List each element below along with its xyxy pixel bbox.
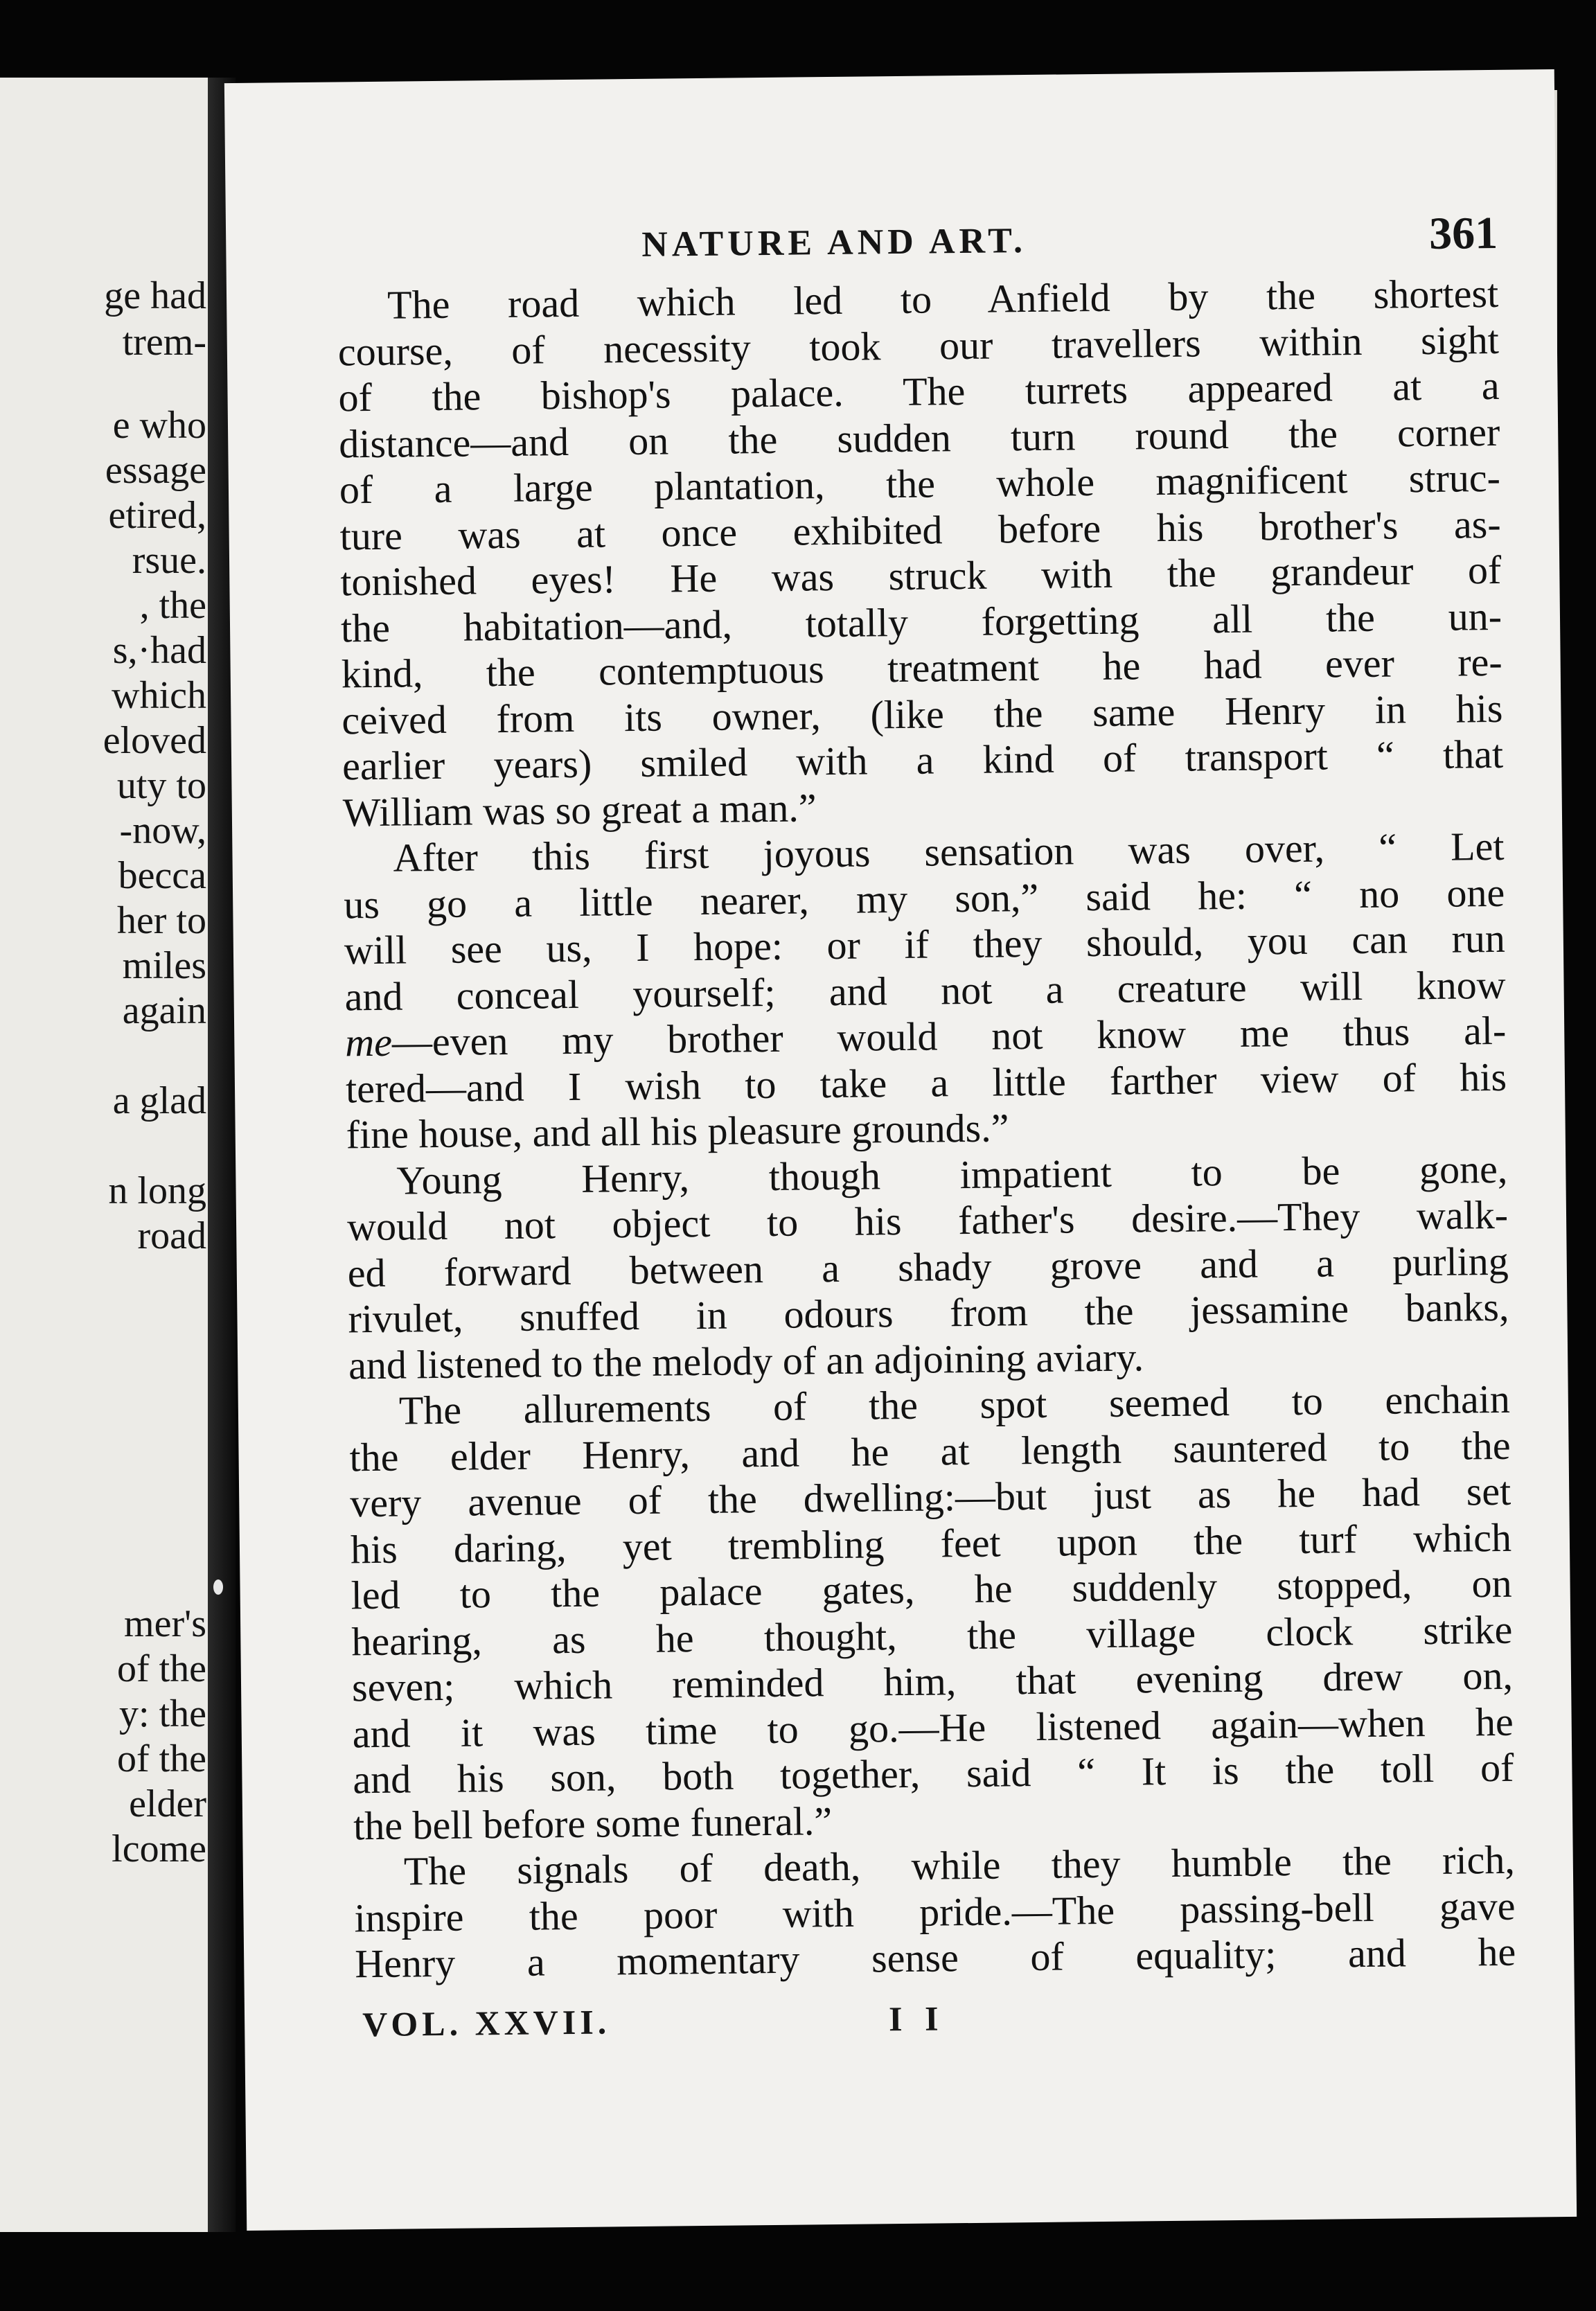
text-line: rivulet, snuffed in odours from the jessamine banks, bbox=[348, 1284, 1509, 1342]
left-line: e who bbox=[112, 404, 206, 447]
left-line: again bbox=[122, 989, 206, 1032]
text-line: and it was time to go.—He listened again—when he bbox=[352, 1699, 1514, 1756]
text-line: fine house, and all his pleasure grounds.” bbox=[346, 1105, 1009, 1158]
text-line: and his son, both together, said “ It is the toll of bbox=[353, 1744, 1514, 1803]
left-line: road bbox=[137, 1214, 206, 1257]
left-line: n long bbox=[108, 1169, 206, 1212]
text-line: of a large plantation, the whole magnificent struc- bbox=[339, 454, 1501, 513]
body-text bbox=[337, 271, 1516, 1987]
text-line: very avenue of the dwelling:—but just as he had set bbox=[349, 1468, 1511, 1526]
paper-speck bbox=[213, 1579, 223, 1595]
page-footer bbox=[362, 1992, 1471, 2053]
text-line: inspire the poor with pride.—The passing-bell gave bbox=[354, 1883, 1516, 1940]
text-line: led to the palace gates, he suddenly stopped, on bbox=[351, 1560, 1512, 1618]
text-line: seven; which reminded him, that evening drew on, bbox=[351, 1652, 1514, 1710]
text-line: his daring, yet trembling feet upon the turf which bbox=[350, 1514, 1512, 1572]
left-line: her to bbox=[116, 899, 206, 942]
text-line: and listened to the melody of an adjoining aviary. bbox=[348, 1334, 1144, 1388]
signature-mark: I I bbox=[888, 1999, 946, 2039]
text-line: hearing, as he thought, the village clock strike bbox=[351, 1606, 1513, 1664]
left-line: of the bbox=[116, 1737, 206, 1780]
text-line: The allurements of the spot seemed to enchain bbox=[398, 1376, 1511, 1433]
left-line: , the bbox=[139, 584, 206, 627]
text-line: tonished eyes! He was struck with the grandeur of bbox=[340, 547, 1502, 605]
left-line: eloved bbox=[103, 719, 206, 762]
text-line: distance—and on the sudden turn round the corner bbox=[338, 409, 1500, 466]
left-line: becca bbox=[118, 854, 206, 897]
text-line: would not object to his father's desire.—They walk- bbox=[346, 1192, 1509, 1250]
text-line: will see us, I hope: or if they should, you can run bbox=[344, 915, 1506, 973]
text-line: Henry a momentary sense of equality; and he bbox=[354, 1929, 1516, 1987]
left-line: ge had bbox=[104, 274, 206, 317]
text-line-rest: —even my brother would not know me thus al- bbox=[391, 1007, 1507, 1065]
left-line: trem- bbox=[122, 321, 206, 364]
previous-page-fragment bbox=[0, 78, 208, 2232]
left-line: essage bbox=[105, 449, 206, 492]
left-line: y: the bbox=[119, 1692, 206, 1735]
left-line: rsue. bbox=[132, 539, 206, 582]
text-line: Young Henry, though impatient to be gone, bbox=[396, 1146, 1508, 1203]
left-line: miles bbox=[122, 944, 206, 987]
left-line: of the bbox=[116, 1647, 206, 1690]
text-line: The signals of death, while they humble the rich, bbox=[403, 1836, 1516, 1894]
text-line: tered—and I wish to take a little farther view of his bbox=[345, 1054, 1507, 1111]
italic-word: me bbox=[344, 1019, 393, 1065]
text-line: ture was at once exhibited before his brother's as- bbox=[339, 501, 1501, 558]
volume-label: VOL. XXVII. bbox=[362, 2002, 611, 2044]
left-line: lcome bbox=[112, 1827, 206, 1870]
page-number: 361 bbox=[1428, 207, 1498, 259]
text-line: us go a little nearer, my son,” said he: “ no one bbox=[343, 869, 1505, 927]
text-line: the elder Henry, and he at length sauntered to the bbox=[349, 1422, 1511, 1480]
text-line: The road which led to Anfield by the shortest bbox=[387, 270, 1499, 328]
text-line: kind, the contemptuous treatment he had ever re- bbox=[341, 639, 1503, 697]
page bbox=[224, 69, 1577, 2231]
left-line: etired, bbox=[108, 494, 206, 537]
text-line: William was so great a man.” bbox=[342, 784, 817, 835]
text-line: and conceal yourself; and not a creature will know bbox=[344, 962, 1506, 1019]
text-line: course, of necessity took our travellers within sight bbox=[337, 317, 1500, 374]
text-line: the bell before some funeral.” bbox=[353, 1798, 833, 1848]
left-line: -now, bbox=[119, 809, 206, 852]
text-line: the habitation—and, totally forgetting all the un- bbox=[340, 593, 1502, 650]
text-line: ceived from its owner, (like the same Henry in his bbox=[342, 685, 1503, 743]
left-line: a glad bbox=[112, 1079, 206, 1122]
left-line: mer's bbox=[124, 1602, 206, 1645]
left-line: uty to bbox=[116, 764, 206, 807]
left-line: s,·had bbox=[112, 629, 206, 672]
text-line: of the bishop's palace. The turrets appeared at a bbox=[338, 362, 1500, 420]
running-title: NATURE AND ART. bbox=[641, 221, 1027, 265]
text-line: ed forward between a shady grove and a purling bbox=[347, 1238, 1509, 1295]
left-line: elder bbox=[129, 1782, 206, 1825]
text-line: earlier years) smiled with a kind of transport “ that bbox=[342, 731, 1504, 789]
text-line: After this first joyous sensation was over, “ Let bbox=[393, 823, 1505, 880]
left-line: which bbox=[112, 674, 206, 717]
